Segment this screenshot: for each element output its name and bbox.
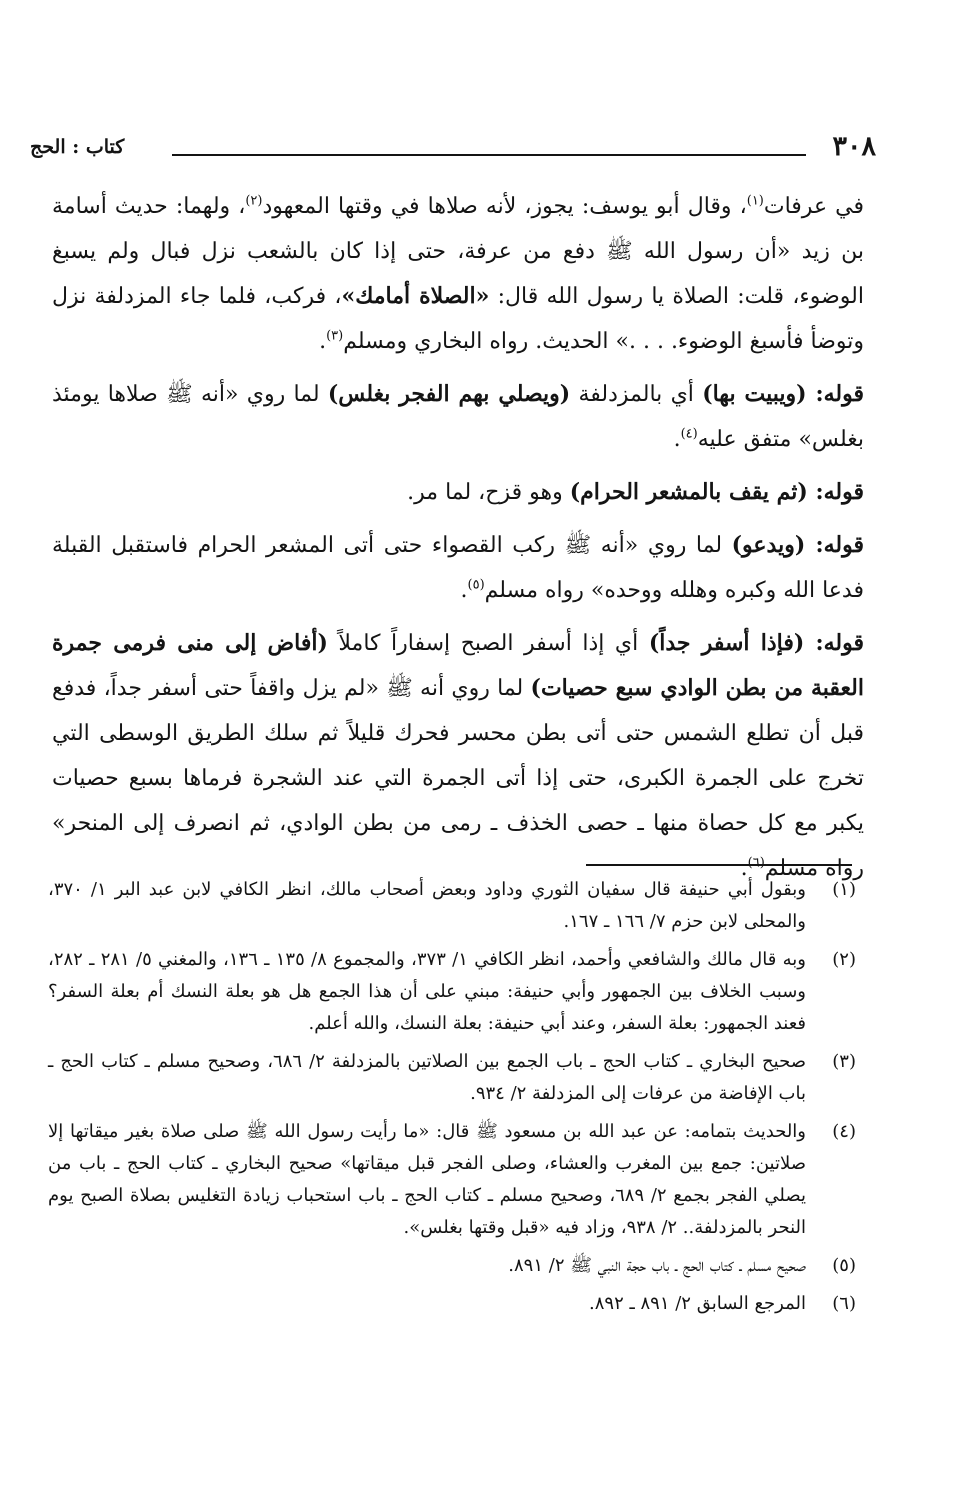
- footnote-text: المرجع السابق ٢/ ٨٩١ ـ ٨٩٢.: [589, 1293, 806, 1314]
- text-run: .: [319, 329, 327, 354]
- text-run: ، فركب، فلما جاء المزدلفة نزل وتوضأ فأسبغ الوضوء. . . .» الحديث. رواه البخاري ومسلم: [52, 284, 864, 354]
- text-run: أي إذا أسفر الصبح إسفاراً كاملاً: [327, 631, 649, 656]
- header-rule: [172, 154, 806, 156]
- footnote: [48, 944, 856, 1040]
- footnote-ref-6: (٦): [747, 855, 765, 871]
- text-run: لما روي أنه ﷺ «لم يزل واقفاً حتى أسفر جداً، فدفع قبل أن تطلع الشمس حتى أتى بطن محسر فحرك قليلاً ثم سلك الطريق الوسطى التي تخرج على الجمرة الكبرى، حتى إذا أتى الجمرة التي عند الشجرة فرماها بسبع حصيات يكبر مع كل حصاة منها ـ حصى الخذف ـ رمى من بطن الوادي، ثم انصرف إلى المنحر» رواه مسلم: [52, 676, 864, 881]
- footnote-number: (٢): [832, 949, 856, 970]
- bold-quote: «الصلاة أمامك»: [341, 283, 490, 309]
- matn-quote: (ويدعو): [731, 532, 816, 558]
- footnote: [48, 1288, 856, 1320]
- qawluhu-label: قوله:: [815, 381, 864, 407]
- footnote-separator: [586, 864, 852, 866]
- text-run: لما روي «أنه ﷺ صلاها يومئذ بغلس» متفق عليه: [52, 382, 864, 452]
- footnote-number: (٤): [832, 1121, 856, 1142]
- text-run: لما روي «أنه ﷺ ركب القصواء حتى أتى المشعر الحرام فاستقبل القبلة فدعا الله وكبره وهلله ووحده» رواه مسلم: [52, 533, 864, 603]
- text-run: .: [673, 427, 681, 452]
- footnote-number: (٣): [832, 1051, 856, 1072]
- text-run: ، وقال أبو يوسف: يجوز، لأنه صلاها في وقتها المعهود: [262, 194, 747, 219]
- page-header: [30, 132, 876, 176]
- footnote-ref-4: (٤): [680, 426, 698, 442]
- matn-quote: (ويصلي بهم الفجر بغلس): [327, 381, 571, 407]
- footnote-number: (١): [832, 879, 856, 900]
- text-run: أي بالمزدلفة: [570, 382, 703, 407]
- paragraph-5: [52, 621, 864, 891]
- matn-quote: (فإذا أسفر جداً): [648, 630, 816, 656]
- paragraph-2: [52, 372, 864, 462]
- footnote: [48, 1116, 856, 1244]
- footnote: [48, 1046, 856, 1110]
- footnote-text: وبقول أبي حنيفة قال سفيان الثوري وداود وبعض أصحاب مالك، انظر الكافي لابن عبد البر ١/ ٣٧٠، والمحلى لابن حزم ٧/ ١٦٦ ـ ١٦٧.: [48, 879, 806, 932]
- qawluhu-label: قوله:: [815, 532, 865, 558]
- footnote-ref-3: (٣): [326, 328, 344, 344]
- footnote-text: صحيح البخاري ـ كتاب الحج ـ باب الجمع بين الصلاتين بالمزدلفة ٢/ ٦٨٦، وصحيح مسلم ـ كتاب الحج ـ باب الإفاضة من عرفات إلى المزدلفة ٢/ ٩٣٤.: [48, 1051, 806, 1104]
- main-text: [52, 184, 864, 899]
- footnote-number: (٦): [832, 1293, 856, 1314]
- matn-quote: (ثم يقف بالمشعر الحرام): [569, 479, 816, 505]
- footnote-text: وبه قال مالك والشافعي وأحمد، انظر الكافي ١/ ٣٧٣، والمجموع ٨/ ١٣٥ ـ ١٣٦، والمغني ٥/ ٢٨١ ـ ٢٨٢، وسبب الخلاف بين الجمهور وأبي حنيفة: مبني على أن هذا الجمع هل هو بعلة النسك أم بعلة السفر؟ فعند الجمهور: بعلة السفر، وعند أبي حنيفة: بعلة النسك، والله أعلم.: [48, 949, 806, 1034]
- paragraph-3: [52, 470, 864, 515]
- text-run: في عرفات: [763, 194, 865, 219]
- footnote-number: (٥): [832, 1255, 856, 1276]
- footnotes: [48, 874, 856, 1326]
- footnote-text: صحيح مسلم ـ كتاب الحج ـ باب حجة النبي ﷺ ٢/ ٨٩١.: [508, 1255, 806, 1276]
- paragraph-4: [52, 523, 864, 613]
- footnote-ref-5: (٥): [467, 577, 485, 593]
- footnote: [48, 874, 856, 938]
- qawluhu-label: قوله:: [815, 630, 864, 656]
- section-title: كتاب : الحج: [30, 136, 125, 158]
- qawluhu-label: قوله:: [815, 479, 864, 505]
- footnote-ref-2: (٢): [245, 193, 263, 209]
- text-run: .: [740, 856, 748, 881]
- footnote-text: والحديث بتمامه: عن عبد الله بن مسعود ﷺ قال: «ما رأيت رسول الله ﷺ صلى صلاة بغير ميقاتها إلا صلاتين: جمع بين المغرب والعشاء، وصلى الفجر قبل ميقاتها» صحيح البخاري ـ كتاب الحج ـ باب من يصلي الفجر بجمع ٢/ ٦٨٩، وصحيح مسلم ـ كتاب الحج ـ باب استحباب زيادة التغليس بصلاة الصبح يوم النحر بالمزدلفة.. ٢/ ٩٣٨، وزاد فيه «قبل وقتها بغلس».: [48, 1121, 806, 1238]
- text-run: وهو قزح، لما مر.: [407, 480, 570, 505]
- matn-quote: (ويبيت بها): [702, 381, 816, 407]
- text-run: ، ولهما: حديث أسامة بن زيد «أن رسول الله ﷺ دفع من عرفة، حتى إذا كان بالشعب نزل فبال ولم يسبغ الوضوء، قلت: الصلاة يا رسول الله قال:: [52, 194, 864, 309]
- text-run: .: [460, 578, 468, 603]
- paragraph-1: [52, 184, 864, 364]
- page-number: ٣٠٨: [832, 131, 876, 162]
- footnote: [48, 1250, 856, 1282]
- footnote-ref-1: (١): [746, 193, 764, 209]
- matn-quote: (أفاض إلى منى فرمى جمرة العقبة من بطن الوادي سبع حصيات): [52, 630, 864, 701]
